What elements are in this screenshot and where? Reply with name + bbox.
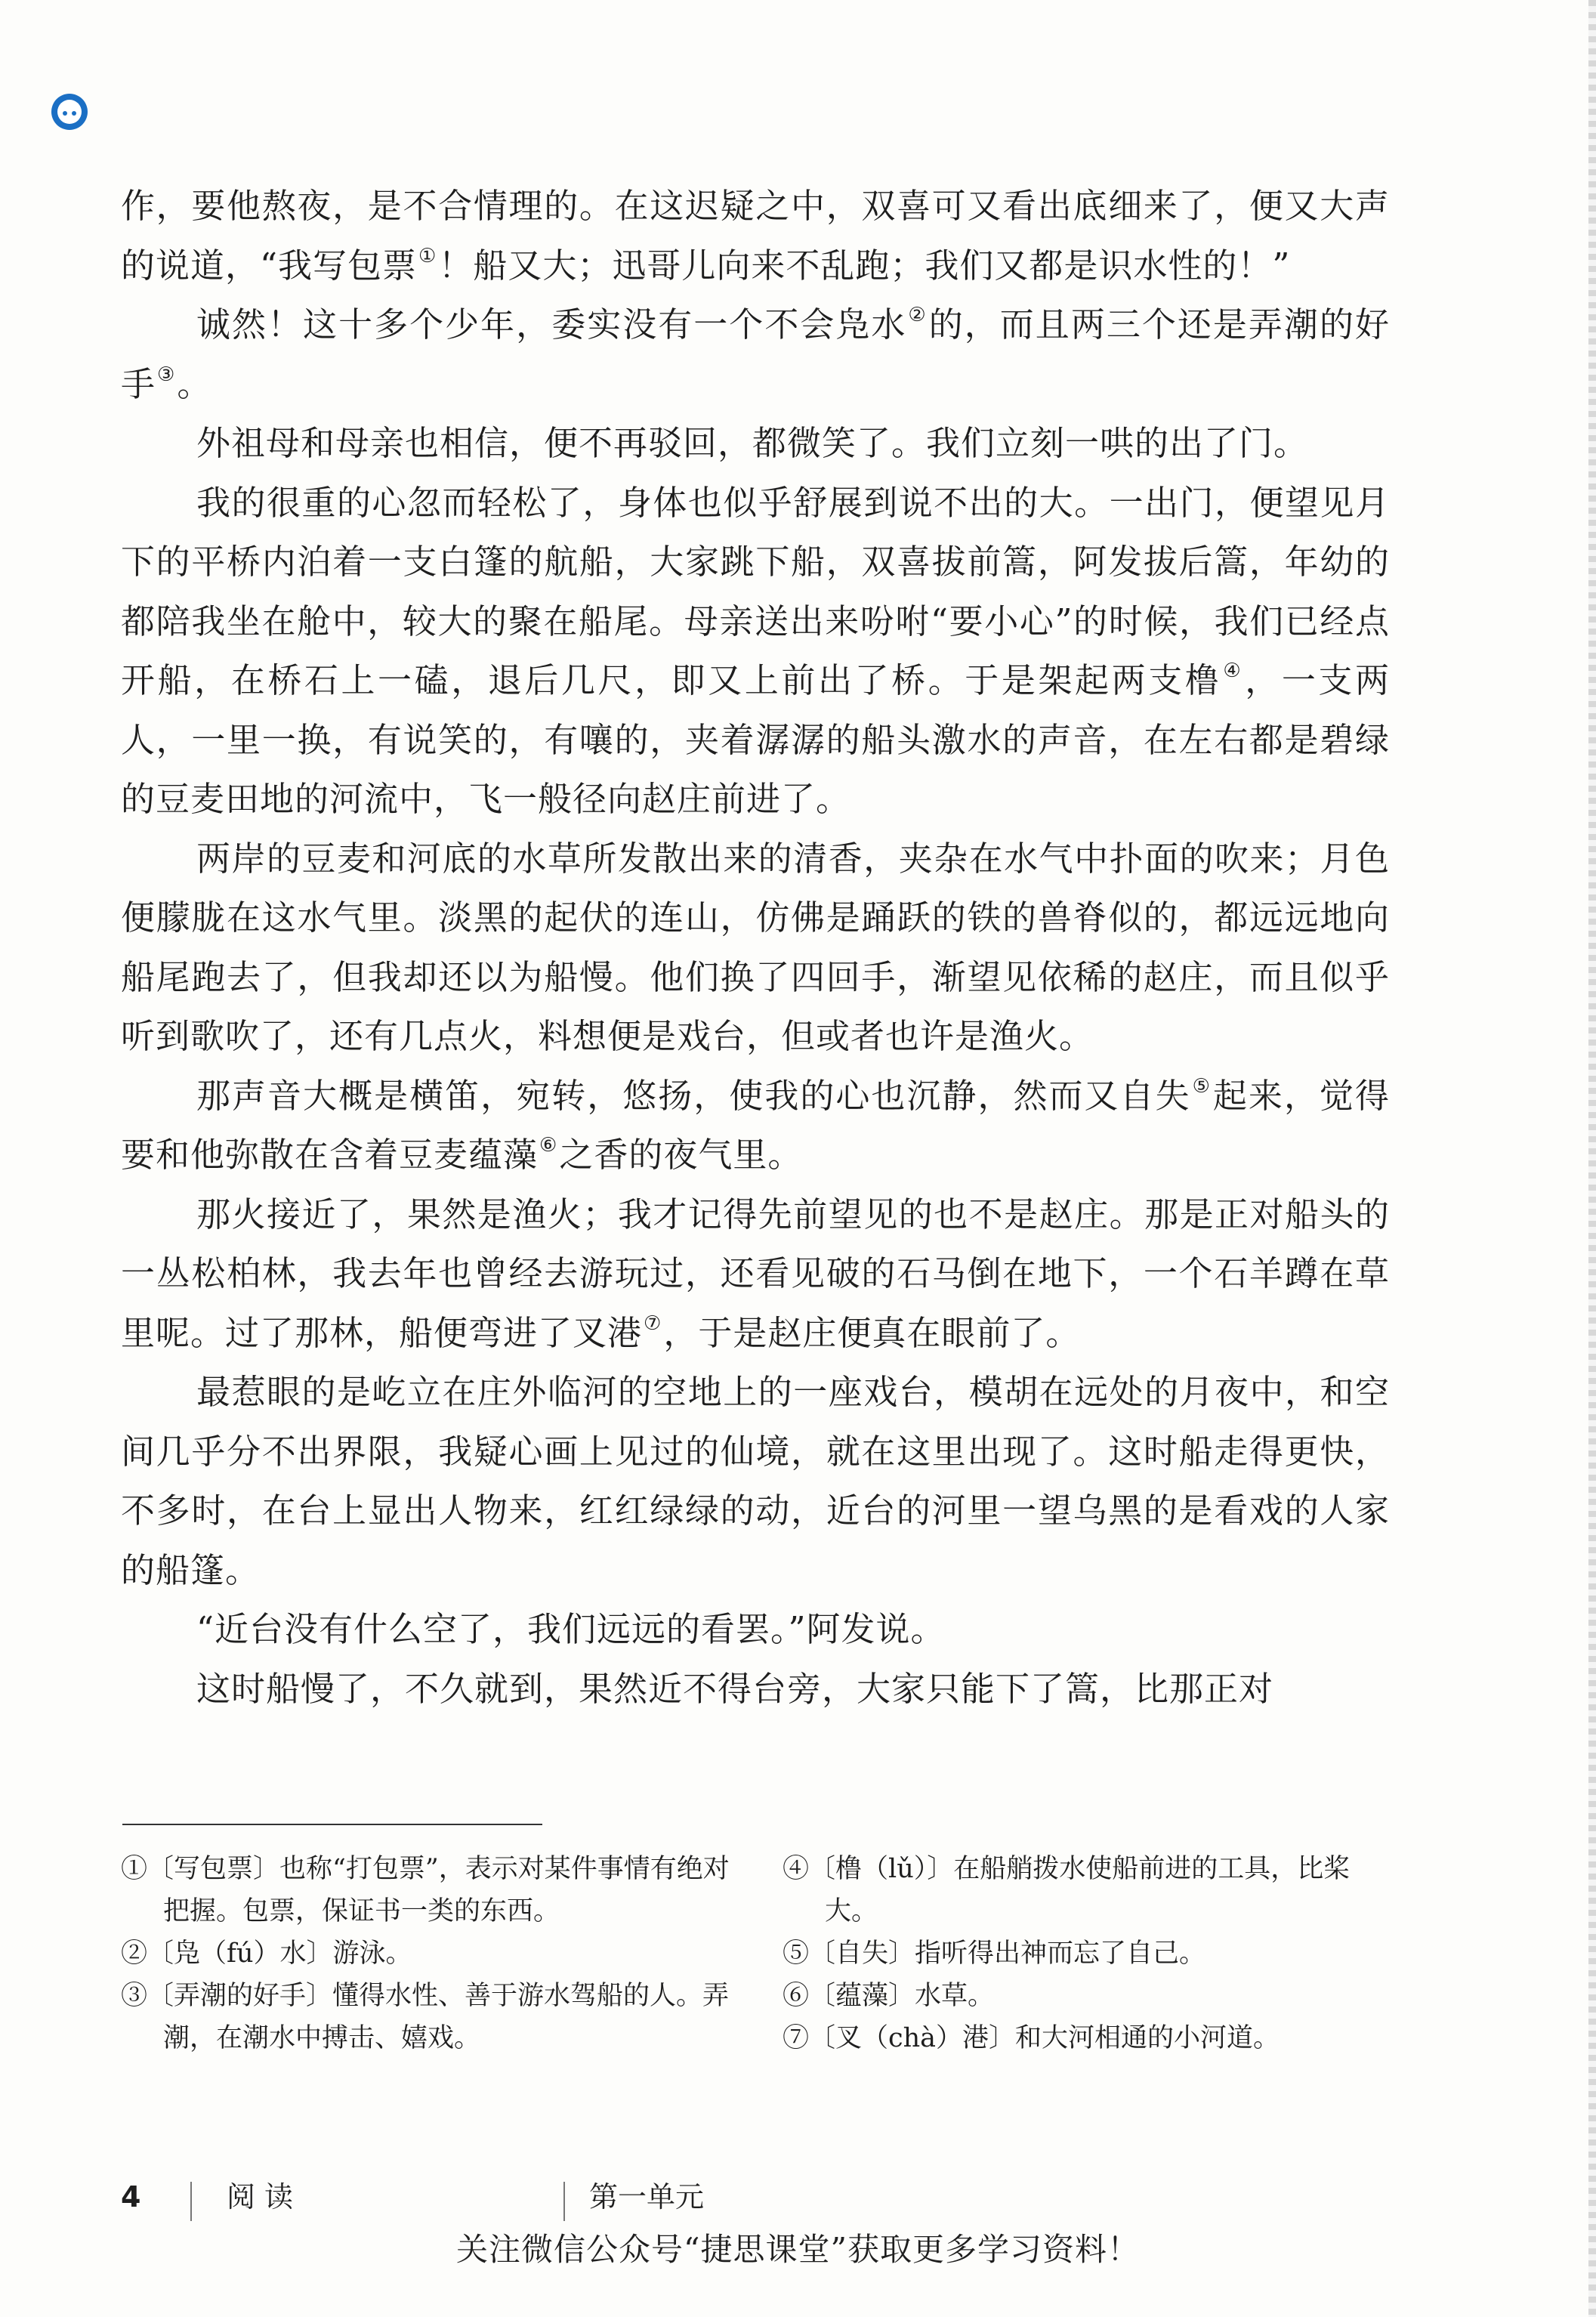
footnote-rule [122,1824,542,1825]
paragraph [121,1600,1390,1660]
paragraph-text: 外祖母和母亲也相信，便不再驳回，都微笑了。我们立刻一哄的出了门。 [196,423,1309,463]
footnote-item: ⑦〔叉（chà）港〕和大河相通的小河道。 [783,2023,1280,2053]
smiley-face [57,100,82,124]
paragraph-text: 那声音大概是横笛，宛转，悠扬，使我的心也沉静，然而又自失 [196,1075,1191,1116]
paragraph-text: “近台没有什么空了，我们远远的看罢。”阿发说。 [196,1609,946,1649]
page-number: 4 [121,2180,141,2214]
paragraph-text: ！船又大；迅哥儿向来不乱跑；我们又都是识水性的！” [438,245,1291,286]
footnote-item: ④〔橹（lǔ）〕在船艄拨水使船前进的工具，比桨大。 [783,1854,1351,1926]
footnote-item: ③〔弄潮的好手〕懂得水性、善于游水驾船的人。弄潮，在潮水中搏击、嬉戏。 [121,1981,730,2053]
paragraph-text: 那火接近了，果然是渔火；我才记得先前望见的也不是赵庄。那是正对船头的一丛松柏林，我去年也曾经去游玩过，还看见破的石马倒在地下，一个石羊蹲在草里呢。过了那林，船便弯进了叉港 [121,1194,1390,1353]
footnote-item: ②〔凫（fú）水〕游泳。 [121,1939,412,1969]
footnote-marker[interactable]: ② [908,304,928,326]
paragraph-text: 这时船慢了，不久就到，果然近不得台旁，大家只能下了篙，比那正对 [196,1668,1274,1709]
footnotes-left [121,1848,740,2059]
body-text [121,177,1390,1719]
paragraph-text: 最惹眼的是屹立在庄外临河的空地上的一座戏台，模胡在远处的月夜中，和空间几乎分不出界限，我疑心画上见过的仙境，就在这里出现了。这时船走得更快，不多时，在台上显出人物来，红红绿绿的动，近台的河里一望乌黑的是看戏的人家的船篷。 [121,1372,1390,1590]
paragraph-text: 的，而且两三个还是弄潮的好手 [121,304,1390,404]
page-edge [1588,0,1596,2317]
paragraph-text: 之香的夜气里。 [559,1135,803,1175]
paragraph [121,1067,1390,1185]
paragraph-text: 诚然！这十多个少年，委实没有一个不会凫水 [196,304,907,344]
paragraph-text: 作，要他熬夜，是不合情理的。在这迟疑之中，双喜可又看出底细来了，便又大声的说道，“我写包票 [121,186,1390,286]
paragraph [121,177,1390,295]
footnote-marker[interactable]: ③ [157,363,176,386]
footnote-marker[interactable]: ④ [1223,660,1244,682]
promo-text: 关注微信公众号“捷思课堂”获取更多学习资料！ [456,2231,1140,2268]
footnote-item: ⑤〔自失〕指听得出神而忘了自己。 [783,1939,1206,1969]
paragraph-text: 两岸的豆麦和河底的水草所发散出来的清香，夹杂在水气中扑面的吹来；月色便朦胧在这水气里。淡黑的起伏的连山，仿佛是踊跃的铁的兽脊似的，都远远地向船尾跑去了，但我却还以为船慢。他们换了四回手，渐望见依稀的赵庄，而且似乎听到歌吹了，还有几点火，料想便是戏台，但或者也许是渔火。 [121,838,1390,1056]
footnotes-right [783,1848,1402,2059]
footnote-item: ⑥〔蕴藻〕水草。 [783,1981,995,2011]
paragraph-text: ，一支两人，一里一换，有说笑的，有嚷的，夹着潺潺的船头激水的声音，在左右都是碧绿的豆麦田地的河流中，飞一般径向赵庄前进了。 [121,660,1390,819]
smiley-icon [51,94,88,130]
footnote-marker[interactable]: ⑥ [539,1134,558,1157]
paragraph [121,1363,1390,1600]
paragraph [121,1660,1390,1719]
paragraph [121,1185,1390,1364]
footnote-marker[interactable]: ⑦ [644,1311,662,1335]
paragraph [121,414,1390,474]
paragraph [121,474,1390,829]
paragraph-text: 我的很重的心忽而轻松了，身体也似乎舒展到说不出的大。一出门，便望见月下的平桥内泊着一支白篷的航船，大家跳下船，双喜拔前篙，阿发拔后篙，年幼的都陪我坐在舱中，较大的聚在船尾。母亲送出来吩咐“要小心”的时候，我们已经点开船，在桥石上一磕，退后几尺，即又上前出了桥。于是架起两支橹 [121,482,1390,700]
paragraph-text: 起来，觉得要和他弥散在含着豆麦蕴藻 [121,1075,1390,1175]
folio-separator [563,2182,565,2221]
paragraph-text: 。 [177,363,212,404]
smiley-eye-right [72,111,76,116]
footnote-item: ①〔写包票〕也称“打包票”，表示对某件事情有绝对把握。包票，保证书一类的东西。 [121,1854,730,1926]
footnote-marker[interactable]: ① [418,244,437,267]
folio-separator [190,2182,192,2221]
footnote-marker[interactable]: ⑤ [1192,1074,1212,1098]
unit-label: 第一单元 [589,2180,705,2214]
paragraph [121,829,1390,1067]
section-label: 阅读 [227,2180,303,2214]
paragraph [121,295,1390,414]
paragraph-text: ，于是赵庄便真在眼前了。 [663,1312,1081,1353]
smiley-eye-left [63,111,67,116]
